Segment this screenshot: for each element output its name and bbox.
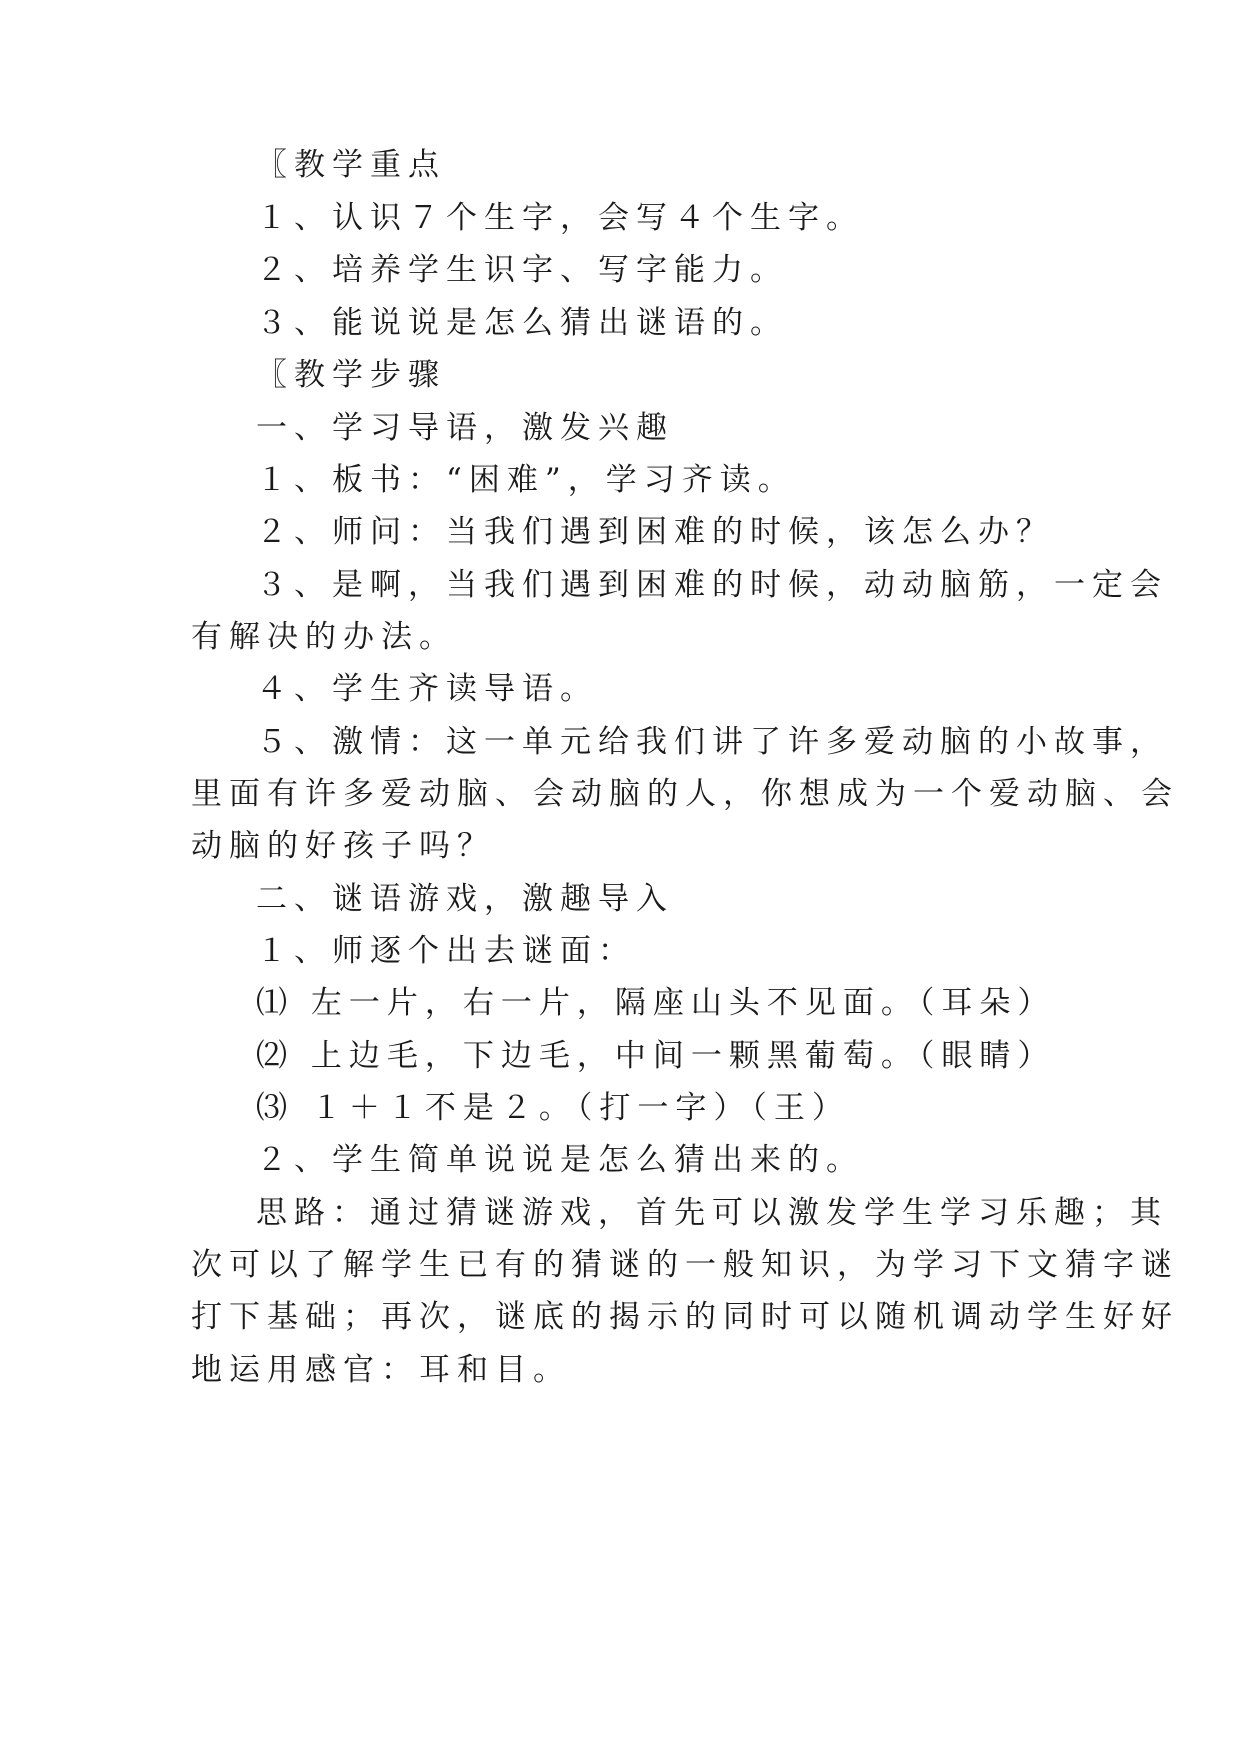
heading-teaching-steps: 〖教学步骤 xyxy=(256,357,446,393)
paragraph-line: 动脑的好孩子吗？ xyxy=(191,828,495,864)
riddle-item-1: ⑴ 左一片，右一片，隔座山头不见面。（耳朵） xyxy=(256,985,1056,1021)
paragraph-line: ４、学生齐读导语。 xyxy=(256,671,598,707)
paragraph-line: 思路：通过猜谜游戏，首先可以激发学生学习乐趣；其 xyxy=(256,1195,1168,1231)
paragraph-line: １、师逐个出去谜面： xyxy=(256,933,636,969)
heading-teaching-focus: 〖教学重点 xyxy=(256,147,446,183)
section-heading-1: 一、学习导语，激发兴趣 xyxy=(256,410,674,446)
paragraph-line: ３、是啊，当我们遇到困难的时候，动动脑筋，一定会 xyxy=(256,567,1168,603)
paragraph-line: 打下基础；再次，谜底的揭示的同时可以随机调动学生好好 xyxy=(191,1299,1179,1335)
paragraph-line: ２、师问：当我们遇到困难的时候，该怎么办？ xyxy=(256,514,1054,550)
paragraph-line: １、板书：“困难”，学习齐读。 xyxy=(256,462,796,498)
focus-item-1: １、认识７个生字，会写４个生字。 xyxy=(256,200,864,236)
focus-item-3: ３、能说说是怎么猜出谜语的。 xyxy=(256,305,788,341)
paragraph-line: 里面有许多爱动脑、会动脑的人，你想成为一个爱动脑、会 xyxy=(191,776,1179,812)
section-heading-2: 二、谜语游戏，激趣导入 xyxy=(256,881,674,917)
riddle-item-2: ⑵ 上边毛，下边毛，中间一颗黑葡萄。（眼睛） xyxy=(256,1038,1056,1074)
paragraph-line: 地运用感官：耳和目。 xyxy=(191,1352,571,1388)
riddle-item-3: ⑶ １＋１不是２。（打一字）（王） xyxy=(256,1090,850,1126)
focus-item-2: ２、培养学生识字、写字能力。 xyxy=(256,252,788,288)
paragraph-line: 次可以了解学生已有的猜谜的一般知识，为学习下文猜字谜 xyxy=(191,1247,1179,1283)
paragraph-line: ２、学生简单说说是怎么猜出来的。 xyxy=(256,1142,864,1178)
paragraph-line: 有解决的办法。 xyxy=(191,619,457,655)
paragraph-line: ５、激情：这一单元给我们讲了许多爱动脑的小故事， xyxy=(256,724,1168,760)
